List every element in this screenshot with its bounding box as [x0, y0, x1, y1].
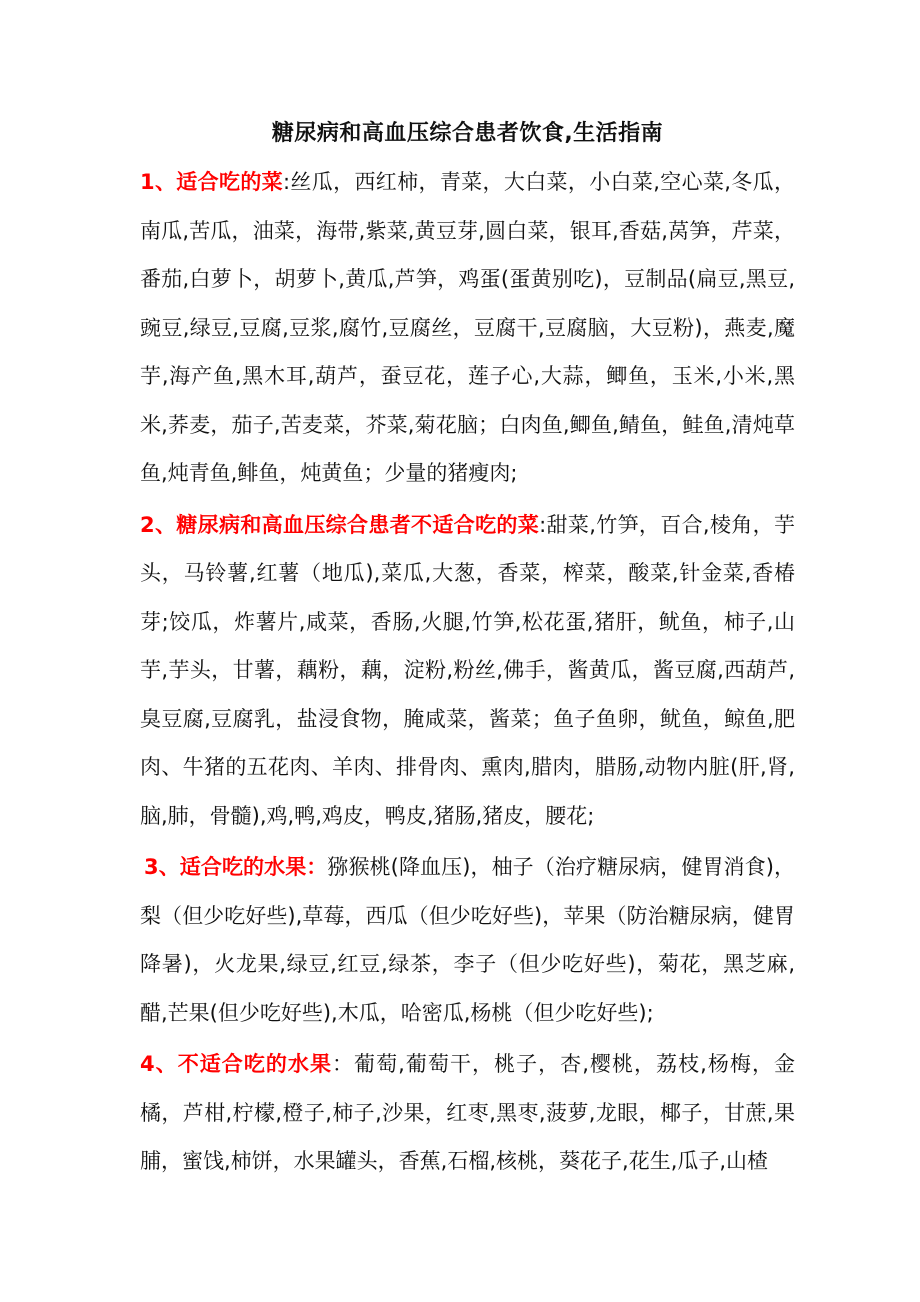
section-text: :甜菜,竹笋，百合,棱角，芋头，马铃薯,红薯（地瓜),菜瓜,大葱，香菜，榨菜，酸菜,针金菜,香椿芽;饺瓜，炸薯片,咸菜，香肠,火腿,竹笋,松花蛋,猪肝，鱿鱼，柿子,山芋,芋头，甘薯，藕粉，藕，淀粉,粉丝,佛手，酱黄瓜，酱豆腐,西葫芦,臭豆腐,豆腐乳，盐浸食物，腌咸菜，酱菜；鱼子鱼卵，鱿鱼，鲸鱼,肥肉、牛猪的五花肉、羊肉、排骨肉、熏肉,腊肉，腊肠,动物内脏(肝,肾,脑,肺，骨髓),鸡,鸭,鸡皮，鸭皮,猪肠,猪皮，腰花;	[140, 512, 795, 828]
document-title: 糖尿病和高血压综合患者饮食,生活指南	[271, 121, 664, 146]
section-heading: 1、适合吃的菜	[140, 170, 284, 194]
section-heading: 4、不适合吃的水果	[140, 1052, 333, 1076]
section-suitable-vegetables	[140, 158, 795, 498]
section-unsuitable-vegetables	[140, 501, 795, 841]
section-text: 猕猴桃(降血压)，柚子（治疗糖尿病，健胃消食)，梨（但少吃好些),草莓，西瓜（但少吃好些)，苹果（防治糖尿病，健胃降暑)，火龙果,绿豆,红豆,绿茶，李子（但少吃好些)，菊花，黑芝麻,醋,芒果(但少吃好些),木瓜，哈密瓜,杨桃（但少吃好些);	[140, 855, 795, 1025]
section-unsuitable-fruits	[140, 1040, 795, 1186]
section-heading: 3、适合吃的水果：	[144, 855, 328, 879]
section-text: :丝瓜，西红柿，青菜，大白菜，小白菜,空心菜,冬瓜，南瓜,苦瓜，油菜，海带,紫菜,黄豆芽,圆白菜，银耳,香菇,莴笋，芹菜，番茄,白萝卜，胡萝卜,黄瓜,芦笋，鸡蛋(蛋黄别吃)，豆制品(扁豆,黑豆,豌豆,绿豆,豆腐,豆浆,腐竹,豆腐丝，豆腐干,豆腐脑，大豆粉)，燕麦,魔芋,海产鱼,黑木耳,葫芦，蚕豆花，莲子心,大蒜，鲫鱼，玉米,小米,黑米,荞麦，茄子,苦麦菜，芥菜,菊花脑；白肉鱼,鲫鱼,鲭鱼，鲑鱼,清炖草鱼,炖青鱼,鲱鱼，炖黄鱼；少量的猪瘦肉;	[140, 170, 795, 485]
section-suitable-fruits	[140, 843, 795, 1037]
section-text: ：葡萄,葡萄干，桃子，杏,樱桃，荔枝,杨梅，金橘，芦柑,柠檬,橙子,柿子,沙果，红枣,黑枣,菠萝,龙眼，椰子，甘蔗,果脯，蜜饯,柿饼，水果罐头，香蕉,石榴,核桃，葵花子,花生,瓜子,山楂	[140, 1052, 795, 1173]
document-page	[140, 112, 795, 1189]
section-heading: 2、糖尿病和高血压综合患者不适合吃的菜	[140, 512, 540, 537]
